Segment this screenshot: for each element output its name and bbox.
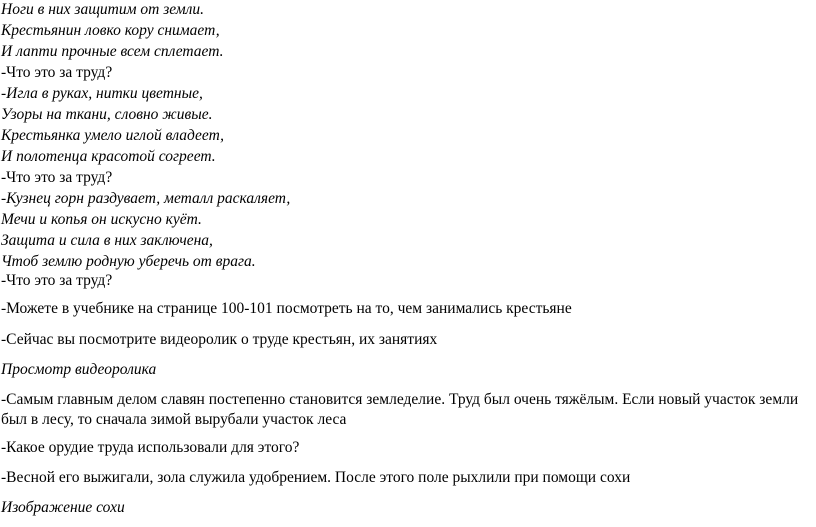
poem-question: -Что это за труд?	[1, 169, 113, 186]
poem-line: Крестьянка умело иглой владеет,	[1, 127, 225, 144]
paragraph-agriculture-line2: был в лесу, то сначала зимой вырубали участок леса	[1, 411, 347, 428]
paragraph-spring: -Весной его выжигали, зола служила удобрением. После этого поле рыхлили при помощи сохи	[1, 469, 631, 486]
poem-line: -Кузнец горн раздувает, металл раскаляет,	[1, 190, 291, 207]
poem-line: Мечи и копья он искусно куёт.	[1, 211, 202, 228]
poem-line: Узоры на ткани, словно живые.	[1, 106, 213, 123]
paragraph-textbook: -Можете в учебнике на странице 100-101 посмотреть на то, чем занимались крестьяне	[1, 300, 572, 317]
poem-line: Ноги в них защитим от земли.	[1, 1, 205, 18]
poem-line: -Игла в руках, нитки цветные,	[1, 85, 203, 102]
poem-line: Защита и сила в них заключена,	[1, 232, 213, 249]
paragraph-video-intro: -Сейчас вы посмотрите видеоролик о труде крестьян, их занятиях	[1, 331, 438, 348]
poem-line: И полотенца красотой согреет.	[1, 148, 216, 165]
paragraph-question-tool: -Какое орудие труда использовали для этого?	[1, 439, 300, 456]
poem-question: -Что это за труд?	[1, 272, 113, 289]
paragraph-agriculture-line1: -Самым главным делом славян постепенно становится земледелие. Труд был очень тяжёлым. Если новый участок земли	[1, 391, 799, 408]
section-label-plough-image: Изображение сохи	[1, 499, 125, 516]
poem-line: И лапти прочные всем сплетает.	[1, 43, 224, 60]
poem-line: Чтоб землю родную уберечь от врага.	[1, 253, 256, 270]
section-label-video: Просмотр видеоролика	[1, 361, 157, 378]
poem-line: Крестьянин ловко кору снимает,	[1, 22, 220, 39]
poem-question: -Что это за труд?	[1, 64, 113, 81]
